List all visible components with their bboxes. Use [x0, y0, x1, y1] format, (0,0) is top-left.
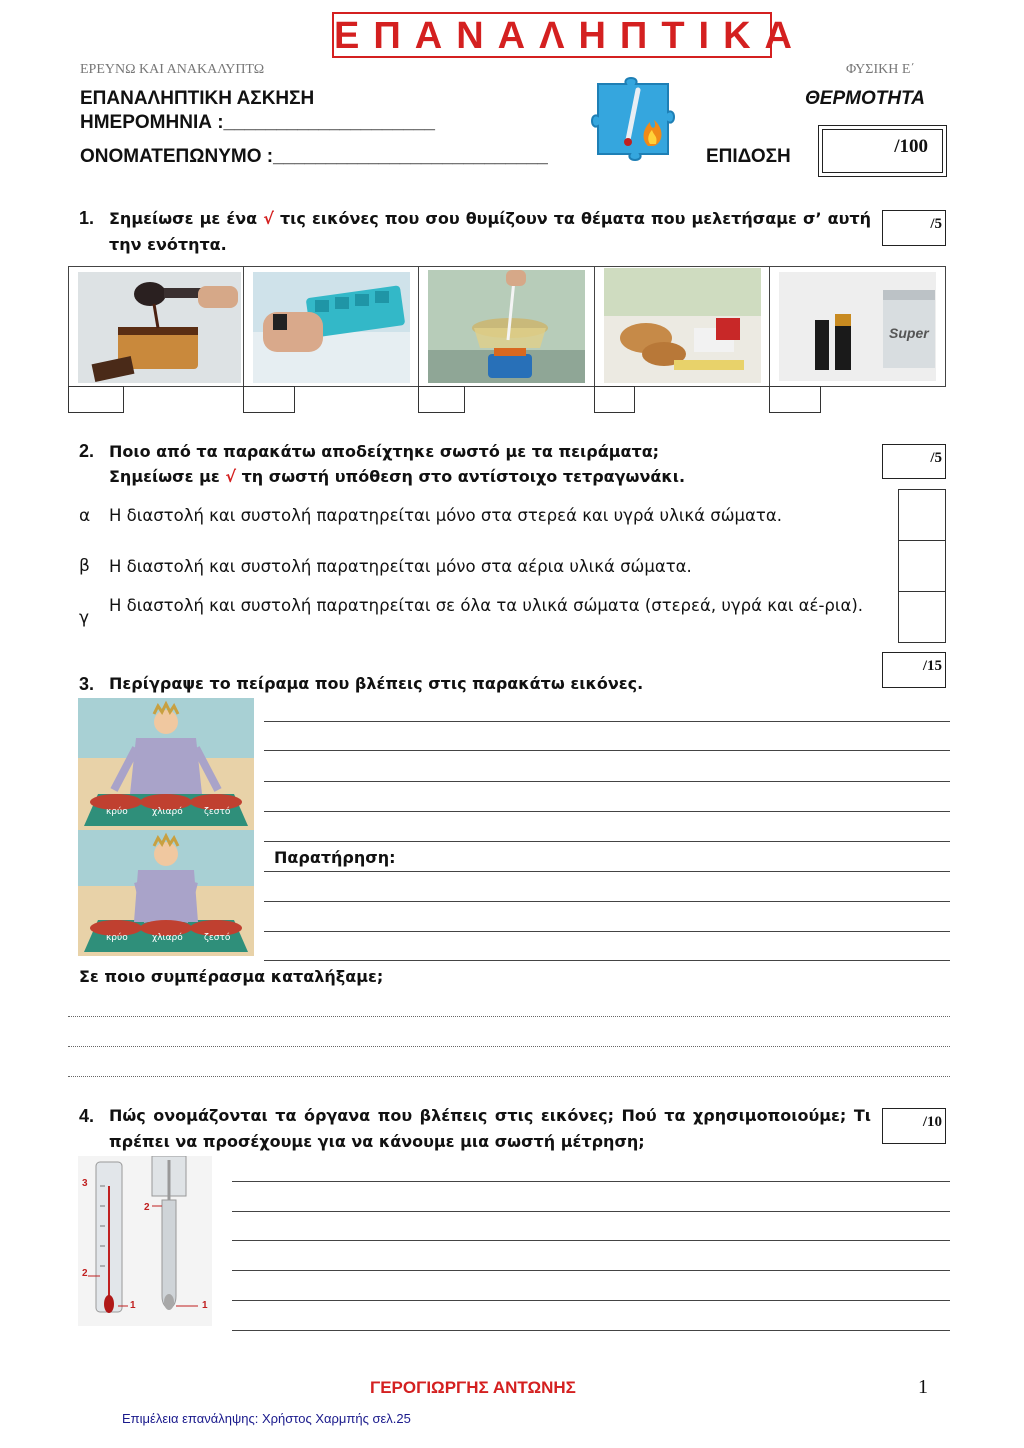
q1-text [109, 206, 871, 258]
q2-checkbox-c[interactable] [898, 591, 946, 643]
bowl-label-hot: ζεστό [204, 933, 231, 943]
thermo-mark-1: 1 [130, 1300, 136, 1311]
q3-answer-line[interactable] [264, 841, 950, 842]
thermo-mark-3: 3 [82, 1178, 88, 1189]
bowl-label-lukewarm: χλιαρό [152, 933, 183, 943]
q3-score-box[interactable]: /15 [882, 652, 946, 688]
q1-checkbox-3[interactable] [418, 386, 465, 413]
q4-answer-line[interactable] [232, 1330, 950, 1331]
performance-label: ΕΠΙΔΟΣΗ [706, 146, 791, 167]
battery-label: Super [889, 325, 929, 341]
subject-title: ΘΕΡΜΟΤΗΤΑ [805, 88, 925, 109]
q3-text: Περίγραψε το πείραμα που βλέπεις στις παρακάτω εικόνες. [109, 674, 644, 693]
q1-checkbox-5[interactable] [769, 386, 821, 413]
q2-option-b-letter: β [79, 556, 90, 576]
header-right-caption: ΦΥΣΙΚΗ Ε΄ [846, 62, 916, 77]
q2-line2 [109, 464, 849, 490]
q1-checkbox-1[interactable] [68, 386, 124, 413]
q2-option-b-text: Η διαστολή και συστολή παρατηρείται μόνο στα αέρια υλικά σώματα. [109, 557, 692, 576]
q1-checkbox-2[interactable] [243, 386, 295, 413]
q2-checkbox-a[interactable] [898, 489, 946, 541]
page-title: ΕΠΑΝΑΛΗΠΤΙΚΑ [332, 12, 772, 58]
q3-number: 3. [79, 674, 95, 694]
q4-answer-line[interactable] [232, 1211, 950, 1212]
q4-score-box[interactable]: /10 [882, 1108, 946, 1144]
check-mark: √ [225, 467, 236, 486]
q4-answer-line[interactable] [232, 1240, 950, 1241]
photo-ice-tray [253, 272, 410, 383]
q4-answer-line[interactable] [232, 1181, 950, 1182]
credit-line: Επιμέλεια επανάληψης: Χρήστος Χαρμπής σελ.25 [122, 1411, 411, 1426]
q2-option-a-text: Η διαστολή και συστολή παρατηρείται μόνο στα στερεά και υγρά υλικά σώματα. [109, 506, 782, 525]
q2-option-c-text: Η διαστολή και συστολή παρατηρείται σε όλα τα υλικά σώματα (στερεά, υγρά και αέ-ρια). [109, 596, 864, 615]
q4-answer-line[interactable] [232, 1270, 950, 1271]
photo-food-bread [604, 268, 761, 383]
observation-label: Παρατήρηση: [274, 848, 396, 867]
check-mark: √ [263, 209, 274, 228]
experiment-illustration-top [78, 698, 254, 830]
q3-answer-line[interactable] [264, 781, 950, 782]
exercise-title: ΕΠΑΝΑΛΗΠΤΙΚΗ ΑΣΚΗΣΗ [80, 88, 315, 109]
puzzle-thermo-logo-icon [588, 70, 680, 164]
q3-observation-line[interactable] [264, 901, 950, 902]
q3-answer-line[interactable] [264, 811, 950, 812]
page-number: 1 [918, 1376, 928, 1398]
q1-text-part-a: Σημείωσε με ένα [109, 209, 264, 228]
total-score-box[interactable] [818, 125, 947, 177]
bowl-label-cold: κρύο [106, 933, 128, 943]
q2-option-c-letter: γ [79, 608, 90, 628]
q3-observation-line[interactable] [264, 871, 950, 872]
q2-option-a-letter: α [79, 506, 91, 526]
thermo-mark-2b: 2 [144, 1202, 150, 1213]
conclusion-label: Σε ποιο συμπέρασμα καταλήξαμε; [79, 967, 384, 986]
q4-number: 4. [79, 1106, 95, 1126]
thermo-mark-1b: 1 [202, 1300, 208, 1311]
q1-text-part-b: τις εικόνες που σου θυμίζουν τα θέματα που μελετήσαμε σ’ αυτή την ενότητα. [109, 209, 872, 254]
q2-number: 2. [79, 441, 95, 461]
name-field[interactable]: ΟΝΟΜΑΤΕΠΩΝΥΜΟ :__________________________ [80, 146, 548, 167]
bowl-label-hot: ζεστό [204, 807, 231, 817]
q2-line2-part-b: τη σωστή υπόθεση στο αντίστοιχο τετραγωνάκι. [236, 467, 686, 486]
q1-number: 1. [79, 208, 95, 228]
photo-heating-water [428, 270, 585, 383]
conclusion-line[interactable] [68, 1076, 950, 1077]
q2-checkbox-b[interactable] [898, 540, 946, 592]
q2-line2-part-a: Σημείωσε με [109, 467, 226, 486]
header-left-caption: ΕΡΕΥΝΩ ΚΑΙ ΑΝΑΚΑΛΥΠΤΩ [80, 62, 265, 77]
q3-observation-line[interactable] [264, 931, 950, 932]
bowl-label-lukewarm: χλιαρό [152, 807, 183, 817]
photo-batteries [779, 272, 936, 381]
q4-text: Πώς ονομάζονται τα όργανα που βλέπεις στις εικόνες; Πού τα χρησιμοποιούμε; Τι πρέπει να προσέχουμε για να κάνουμε μια σωστή μέτρηση; [109, 1106, 871, 1151]
q1-score-box[interactable]: /5 [882, 210, 946, 246]
experiment-illustration-bottom [78, 830, 254, 956]
q3-answer-line[interactable] [264, 721, 950, 722]
date-field[interactable]: ΗΜΕΡΟΜΗΝΙΑ :____________________ [80, 112, 435, 133]
photo-melting-chocolate [78, 272, 241, 383]
author-name: ΓΕΡΟΓΙΩΡΓΗΣ ΑΝΤΩΝΗΣ [370, 1378, 576, 1397]
q4-answer-line[interactable] [232, 1300, 950, 1301]
conclusion-line[interactable] [68, 1046, 950, 1047]
q2-score-box[interactable]: /5 [882, 444, 946, 479]
q1-checkbox-4[interactable] [594, 386, 635, 413]
thermo-mark-2: 2 [82, 1268, 88, 1279]
thermometers-photo [78, 1156, 212, 1326]
q2-line1: Ποιο από τα παρακάτω αποδείχτηκε σωστό με τα πειράματα; [109, 442, 660, 461]
bowl-label-cold: κρύο [106, 807, 128, 817]
total-score: /100 [822, 129, 943, 173]
conclusion-line[interactable] [68, 1016, 950, 1017]
q3-observation-line[interactable] [264, 960, 950, 961]
q3-answer-line[interactable] [264, 750, 950, 751]
